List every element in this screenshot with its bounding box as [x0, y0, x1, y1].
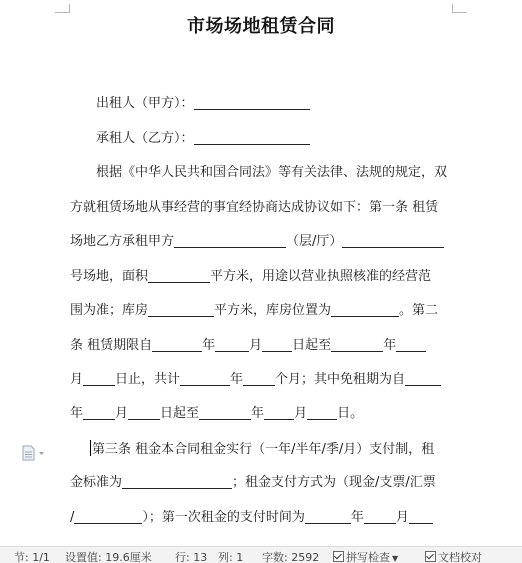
chevron-down-icon[interactable]: ▼: [392, 554, 399, 563]
paragraph-line[interactable]: [70, 233, 460, 251]
blank-field[interactable]: [331, 337, 383, 352]
blank-field[interactable]: [405, 371, 441, 386]
text-run: 年: [383, 338, 397, 353]
lessee-line[interactable]: [96, 130, 456, 148]
page-indicator[interactable]: 节: 1/1: [14, 551, 50, 563]
text-run: 平方米，库房位置为: [214, 303, 332, 318]
blank-field[interactable]: [194, 130, 310, 145]
proofread-toggle[interactable]: [425, 549, 482, 563]
blank-field[interactable]: [174, 233, 286, 248]
blank-field[interactable]: [243, 371, 275, 386]
text-run: 第三条 租金本合同租金实行（一年/半年/季/月）支付制，租: [92, 442, 435, 457]
blank-field[interactable]: [409, 509, 433, 524]
paragraph-line[interactable]: [96, 164, 456, 182]
text-run: 月: [115, 406, 129, 421]
text-run: 场地乙方承租甲方: [70, 234, 175, 249]
status-bar: [0, 546, 522, 563]
blank-field[interactable]: [152, 337, 202, 352]
word-count[interactable]: 字数: 2592: [262, 551, 320, 563]
text-run: 月: [70, 372, 84, 387]
text-run: （层/厅）: [286, 234, 343, 249]
paragraph-line[interactable]: [70, 474, 460, 492]
text-run: 号场地，面积: [70, 269, 149, 284]
blank-field[interactable]: [215, 337, 249, 352]
spellcheck-label: 拼写检查: [346, 551, 390, 563]
text-run: 年: [70, 406, 84, 421]
text-run: 月: [395, 510, 409, 525]
text-run: 。第二: [399, 303, 439, 318]
text-run: 平方米，用途以营业执照核准的经营范: [210, 269, 432, 284]
blank-field[interactable]: [331, 302, 399, 317]
blank-field[interactable]: [199, 405, 251, 420]
proofread-label: 文档校对: [438, 551, 482, 563]
document-icon[interactable]: [21, 445, 47, 461]
text-run: 日止，共计: [115, 372, 181, 387]
text-run: 月: [249, 338, 263, 353]
text-run: 方就租赁场地从事经营的事宜经协商达成协议如下：第一条 租赁: [70, 200, 439, 215]
text-run: 年: [230, 372, 244, 387]
paragraph-line[interactable]: [90, 440, 480, 459]
text-run: 金标准为: [70, 475, 123, 490]
text-run: 年: [202, 338, 216, 353]
blank-field[interactable]: [364, 509, 396, 524]
spellcheck-toggle[interactable]: [333, 549, 398, 563]
blank-field[interactable]: [180, 371, 230, 386]
paragraph-line[interactable]: [70, 337, 460, 355]
checkbox-icon: [333, 551, 344, 562]
text-run: /: [70, 510, 75, 525]
lessee-label: 承租人（乙方）：: [96, 131, 194, 146]
text-run: 条 租赁期限自: [70, 338, 153, 353]
lessor-line[interactable]: [96, 95, 456, 113]
text-run: 日。: [337, 406, 364, 421]
blank-field[interactable]: [122, 474, 232, 489]
document-title[interactable]: 市场场地租赁合同: [187, 16, 335, 37]
lessor-label: 出租人（甲方）：: [96, 96, 194, 111]
blank-field[interactable]: [148, 302, 214, 317]
text-run: 围为准；库房: [70, 303, 149, 318]
text-run: ）；第一次租金的支付时间为: [142, 510, 305, 525]
text-run: 个月；其中免租期为自: [275, 372, 406, 387]
paragraph-line[interactable]: [70, 199, 460, 217]
text-cursor: [90, 440, 91, 456]
paragraph-line[interactable]: [70, 268, 460, 286]
setting-value[interactable]: 设置值: 19.6厘米: [65, 551, 152, 563]
paragraph-line[interactable]: [70, 405, 460, 423]
column-indicator: 列: 1: [218, 551, 244, 563]
blank-field[interactable]: [83, 405, 115, 420]
text-run: 日起至: [160, 406, 200, 421]
blank-field[interactable]: [74, 509, 142, 524]
blank-field[interactable]: [305, 509, 351, 524]
paragraph-line[interactable]: [70, 509, 460, 527]
blank-field[interactable]: [83, 371, 115, 386]
blank-field[interactable]: [396, 337, 426, 352]
text-run: 年: [350, 510, 364, 525]
paragraph-line[interactable]: [70, 371, 460, 389]
row-indicator: 行: 13: [175, 551, 208, 563]
blank-field[interactable]: [264, 405, 294, 420]
text-run: 根据《中华人民共和国合同法》等有关法律、法规的规定，双: [96, 165, 448, 180]
text-run: 日起至: [292, 338, 332, 353]
text-run: 月: [294, 406, 308, 421]
blank-field[interactable]: [262, 337, 292, 352]
blank-field[interactable]: [128, 405, 160, 420]
paragraph-line[interactable]: [70, 302, 460, 320]
blank-field[interactable]: [148, 268, 210, 283]
text-run: 年: [251, 406, 265, 421]
text-run: ；租金支付方式为（现金/支票/汇票: [232, 475, 436, 490]
blank-field[interactable]: [194, 95, 310, 110]
blank-field[interactable]: [307, 405, 337, 420]
blank-field[interactable]: [342, 233, 444, 248]
checkbox-icon: [425, 551, 436, 562]
